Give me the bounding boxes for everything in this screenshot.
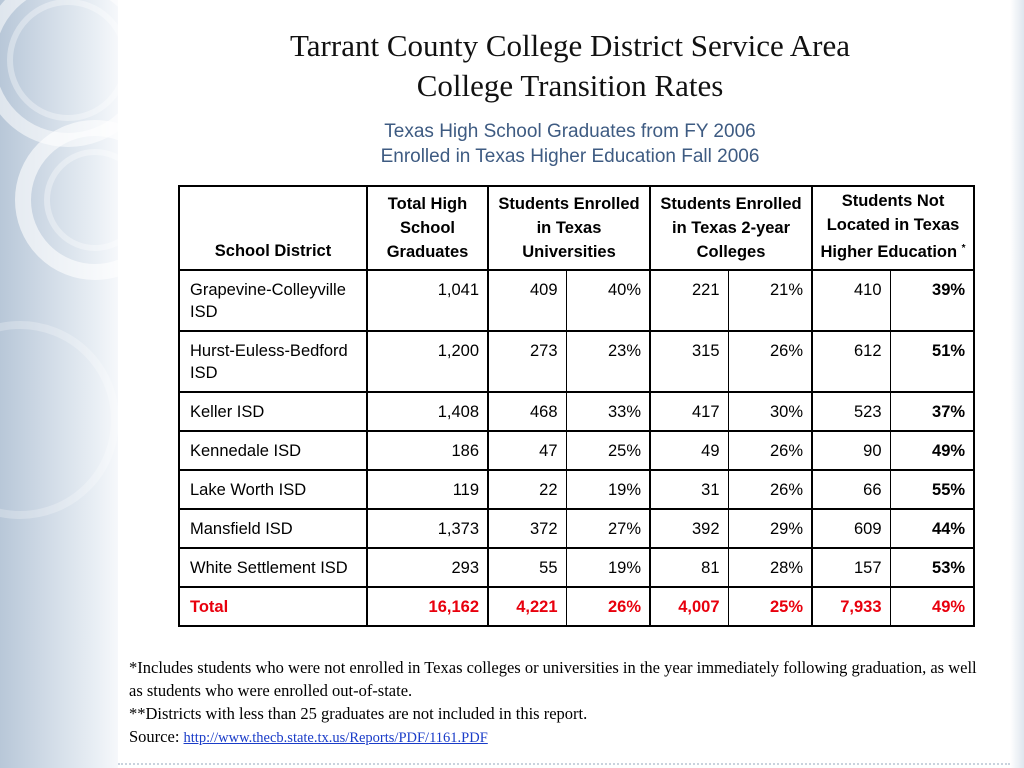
table-row xyxy=(179,509,974,548)
not-located-count: 609 xyxy=(812,509,890,548)
universities-percent: 23% xyxy=(566,331,650,392)
universities-percent: 19% xyxy=(566,548,650,587)
universities-percent: 26% xyxy=(566,587,650,626)
colleges-count: 417 xyxy=(650,392,728,431)
not-located-percent: 39% xyxy=(890,270,974,331)
colleges-percent: 26% xyxy=(728,470,812,509)
table-header-row xyxy=(179,186,974,270)
universities-percent: 33% xyxy=(566,392,650,431)
universities-percent: 19% xyxy=(566,470,650,509)
district-name: Grapevine-Colleyville ISD xyxy=(179,270,367,331)
colleges-percent: 26% xyxy=(728,431,812,470)
colleges-count: 221 xyxy=(650,270,728,331)
universities-count: 273 xyxy=(488,331,566,392)
not-located-percent: 49% xyxy=(890,431,974,470)
district-name: Mansfield ISD xyxy=(179,509,367,548)
bottom-dotted-line xyxy=(118,763,1010,765)
subtitle-line-2: Enrolled in Texas Higher Education Fall 2006 xyxy=(380,146,760,167)
page-subtitle xyxy=(250,119,890,169)
total-label: Total xyxy=(179,587,367,626)
total-graduates: 1,373 xyxy=(367,509,488,548)
universities-percent: 27% xyxy=(566,509,650,548)
total-graduates: 293 xyxy=(367,548,488,587)
total-graduates: 1,200 xyxy=(367,331,488,392)
district-name: Lake Worth ISD xyxy=(179,470,367,509)
universities-count: 4,221 xyxy=(488,587,566,626)
district-name: Kennedale ISD xyxy=(179,431,367,470)
table-row xyxy=(179,392,974,431)
colleges-count: 31 xyxy=(650,470,728,509)
colleges-percent: 25% xyxy=(728,587,812,626)
not-located-count: 410 xyxy=(812,270,890,331)
universities-count: 372 xyxy=(488,509,566,548)
colleges-percent: 28% xyxy=(728,548,812,587)
total-row xyxy=(179,587,974,626)
total-graduates: 119 xyxy=(367,470,488,509)
left-decoration-panel xyxy=(0,0,118,768)
decorative-circles xyxy=(0,0,118,768)
not-located-count: 7,933 xyxy=(812,587,890,626)
table-row xyxy=(179,548,974,587)
total-graduates: 16,162 xyxy=(367,587,488,626)
subtitle-line-1: Texas High School Graduates from FY 2006 xyxy=(384,121,756,142)
right-edge-decoration xyxy=(1010,0,1024,768)
district-name: Keller ISD xyxy=(179,392,367,431)
district-name: White Settlement ISD xyxy=(179,548,367,587)
colleges-percent: 21% xyxy=(728,270,812,331)
universities-count: 55 xyxy=(488,548,566,587)
district-name: Hurst-Euless-Bedford ISD xyxy=(179,331,367,392)
page-title xyxy=(200,26,940,106)
not-located-percent: 53% xyxy=(890,548,974,587)
source-line xyxy=(129,725,989,750)
header-two-year-colleges: Students Enrolled in Texas 2-year Colleges xyxy=(650,186,812,270)
universities-count: 409 xyxy=(488,270,566,331)
table-row xyxy=(179,331,974,392)
not-located-percent: 44% xyxy=(890,509,974,548)
colleges-count: 4,007 xyxy=(650,587,728,626)
footnote-small-districts: **Districts with less than 25 graduates are not included in this report. xyxy=(129,704,588,723)
source-label: Source: xyxy=(129,727,180,746)
not-located-count: 90 xyxy=(812,431,890,470)
asterisk-mark: * xyxy=(961,243,966,254)
table-row xyxy=(179,470,974,509)
colleges-count: 392 xyxy=(650,509,728,548)
not-located-count: 66 xyxy=(812,470,890,509)
header-school-district: School District xyxy=(179,186,367,270)
transition-rates-table xyxy=(178,185,975,627)
universities-count: 22 xyxy=(488,470,566,509)
table-row xyxy=(179,270,974,331)
not-located-count: 523 xyxy=(812,392,890,431)
footnote-not-located: *Includes students who were not enrolled in Texas colleges or universities in the year immediately following graduation, as well as students who were enrolled out-of-state. xyxy=(129,658,977,700)
not-located-count: 157 xyxy=(812,548,890,587)
table-row xyxy=(179,431,974,470)
source-link[interactable]: http://www.thecb.state.tx.us/Reports/PDF/1161.PDF xyxy=(183,730,488,746)
header-not-located xyxy=(812,186,974,270)
not-located-percent: 55% xyxy=(890,470,974,509)
total-graduates: 1,408 xyxy=(367,392,488,431)
total-graduates: 186 xyxy=(367,431,488,470)
total-graduates: 1,041 xyxy=(367,270,488,331)
colleges-percent: 30% xyxy=(728,392,812,431)
header-not-located-label: Students Not Located in Texas Higher Education xyxy=(820,192,960,261)
title-line-2: College Transition Rates xyxy=(416,68,724,103)
not-located-percent: 37% xyxy=(890,392,974,431)
universities-count: 468 xyxy=(488,392,566,431)
not-located-percent: 51% xyxy=(890,331,974,392)
footnotes xyxy=(129,656,989,750)
header-total-graduates: Total High School Graduates xyxy=(367,186,488,270)
colleges-percent: 26% xyxy=(728,331,812,392)
colleges-count: 49 xyxy=(650,431,728,470)
header-texas-universities: Students Enrolled in Texas Universities xyxy=(488,186,650,270)
not-located-percent: 49% xyxy=(890,587,974,626)
not-located-count: 612 xyxy=(812,331,890,392)
universities-percent: 25% xyxy=(566,431,650,470)
colleges-percent: 29% xyxy=(728,509,812,548)
title-line-1: Tarrant County College District Service Area xyxy=(290,28,850,63)
universities-percent: 40% xyxy=(566,270,650,331)
colleges-count: 81 xyxy=(650,548,728,587)
colleges-count: 315 xyxy=(650,331,728,392)
universities-count: 47 xyxy=(488,431,566,470)
